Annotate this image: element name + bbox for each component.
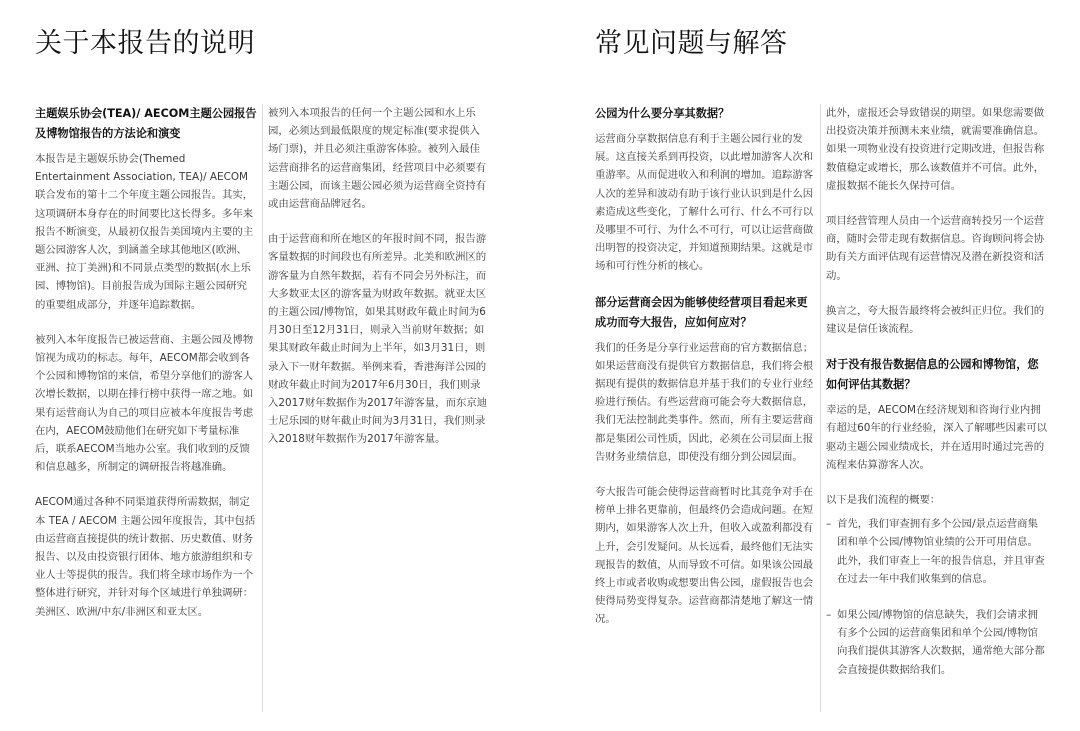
methodology-heading: 主题娱乐协会(TEA)/ AECOM主题公园报告及博物馆报告的方法论和演变 bbox=[35, 107, 257, 140]
column-divider bbox=[262, 104, 263, 712]
faq-question: 对于没有报告数据信息的公园和博物馆，您如何评估其数据？ bbox=[826, 358, 1039, 392]
criteria-paragraph: 被列入本项报告的任何一个主题公园和水上乐园，必须达到最低限度的规定标准(要求提供入场门票)，并且必须注重游客体验。被列入最佳运营商排名的运营商集团，经营项目中必须要有主题公园，而该主题公园必须为运营商全资持有或由运营商品牌冠名。 bbox=[268, 107, 487, 211]
right-column-2 bbox=[826, 104, 1048, 697]
left-column-1 bbox=[35, 104, 257, 638]
reporting-period-paragraph: 由于运营商和所在地区的年报时间不同，报告游客量数据的时间段也有所差异。北美和欧洲区的游客量为自然年数据，若有不同会另外标注，而大多数亚太区的游客量为财政年数据。就亚太区的主题公园/博物馆，如果其财政年截止时间为6月30日至12月31日，则录入当前财年数据；如果其财政年截止时间为上半年，如3月31日，则录入下一财年数据。举例来看，香港海洋公园的财政年截止时间为2017年6月30日，我们则录入2017财年数据作为2017年游客量，而东京迪士尼乐园的财年截止时间为3月31日，我们则录入2018财年数据作为2017年游客量。 bbox=[268, 233, 488, 446]
faq-question: 公园为什么要分享其数据？ bbox=[595, 107, 730, 120]
intro-paragraph: 本报告是主题娱乐协会(Themed Entertainment Association, TEA)/ AECOM 联合发布的第十二个年度主题公园报告。其实，这项调研本身存在的时间要比这长得多。多年来报告不断演变，从最初仅报告美国境内主要的主题公园游客人次，到涵盖全球其他地区(欧洲、亚洲、拉丁美洲)和不同景点类型的数据(水上乐园、博物馆)。目前报告成为国际主题公园研究的重要组成部分，并逐年追踪数据。 bbox=[35, 153, 254, 311]
faq-answer: 夸大报告可能会使得运营商暂时比其竞争对手在榜单上排名更靠前，但最终仍会造成问题。在短期内，如果游客人次上升，但收入或盈利都没有上升，会引发疑问。从长远看，最终他们无法实现报告的数值，从而导致不可信。如果该公园最终上市或者收购或想要出售公园，虚假报告也会使得局势变得复杂。运营商都清楚地了解这一情况。 bbox=[595, 486, 814, 626]
list-item: – 如果公园/博物馆的信息缺失，我们会请求拥有多个公园的运营商集团和单个公园/博物馆向我们提供其游客人次数据，通常绝大部分都会直接提供数据给我们。 bbox=[826, 606, 1048, 679]
faq-answer: 我们的任务是分享行业运营商的官方数据信息；如果运营商没有提供官方数据信息，我们将会根据现有提供的数据信息并基于我们的专业行业经验进行预估。有些运营商可能会夸大数据信息，我们无法控制此类事件。然而，所有主要运营商都是集团公司性质，因此，必须在公司层面上报告财务业绩信息，即使没有细分到公园层面。 bbox=[595, 341, 814, 463]
list-item: – 首先，我们审查拥有多个公园/景点运营商集团和单个公园/博物馆业绩的公开可用信息。此外，我们审查上一年的报告信息，并且审查在过去一年中我们收集到的信息。 bbox=[826, 515, 1048, 588]
inclusion-paragraph: 被列入本年度报告已被运营商、主题公园及博物馆视为成功的标志。每年，AECOM都会收到各个公园和博物馆的来信，希望分享他们的游客人次增长数据，以期在排行榜中获得一席之地。如果有运营商认为自己的项目应被本年度报告考虑在内，AECOM鼓励他们在研究如下考量标准后，联系AECOM当地办公室。我们收到的反馈和信息越多，所制定的调研报告将越准确。 bbox=[35, 333, 254, 474]
left-column-2 bbox=[268, 104, 490, 466]
column-divider bbox=[820, 104, 821, 712]
process-intro: 以下是我们流程的概要： bbox=[826, 494, 941, 507]
faq-answer: 换言之，夸大报告最终将会被纠正归位。我们的建议是信任该流程。 bbox=[826, 304, 1045, 336]
faq-answer: 项目经营管理人员由一个运营商转投另一个运营商，随时会带走现有数据信息。咨询顾问将会协助有关方面评估现有运营情况及潜在新投资和活动。 bbox=[826, 215, 1045, 282]
page-title-left: 关于本报告的说明 bbox=[35, 28, 255, 59]
faq-answer: 运营商分享数据信息有利于主题公园行业的发展。这直接关系到再投资，以此增加游客人次和重游率。从而促进收入和利润的增加。追踪游客人次的差异和波动有助于该行业认识到是什么因素造成这些变化，了解什么可行、什么不可行以及哪里不可行、为什么不可行，可以让运营商做出明智的投资决定，并知道预期结果。这就是市场和可行性分析的核心。 bbox=[595, 133, 814, 273]
data-sources-paragraph: AECOM通过各种不同渠道获得所需数据，制定本 TEA / AECOM 主题公园年度报告，其中包括由运营商直接提供的统计数据、历史数值、财务报告、以及由投资银行团体、地方旅游组织和专业人士等提供的报告。我们将全球市场作为一个整体进行研究，并针对每个区域进行单独调研：美洲区、欧洲/中东/非洲区和亚太区。 bbox=[35, 496, 256, 618]
faq-answer: 此外，虚报还会导致错误的期望。如果您需要做出投资决策并预测未来业绩，就需要准确信息。如果一项物业没有投资进行定期改进，但报告称数值稳定或增长，那么该数值并不可信。此外，虚报数据不能长久保持可信。 bbox=[826, 107, 1045, 192]
right-column-1 bbox=[595, 104, 817, 646]
process-list bbox=[826, 515, 1048, 679]
faq-answer: 幸运的是，AECOM在经济规划和咨询行业内拥有超过60年的行业经验，深入了解哪些因素可以驱动主题公园业绩成长，并在适用时通过完善的流程来估算游客人次。 bbox=[826, 404, 1048, 471]
page-title-right: 常见问题与解答 bbox=[595, 28, 788, 59]
faq-question: 部分运营商会因为能够使经营项目看起来更成功而夸大报告，应如何应对？ bbox=[595, 295, 808, 329]
